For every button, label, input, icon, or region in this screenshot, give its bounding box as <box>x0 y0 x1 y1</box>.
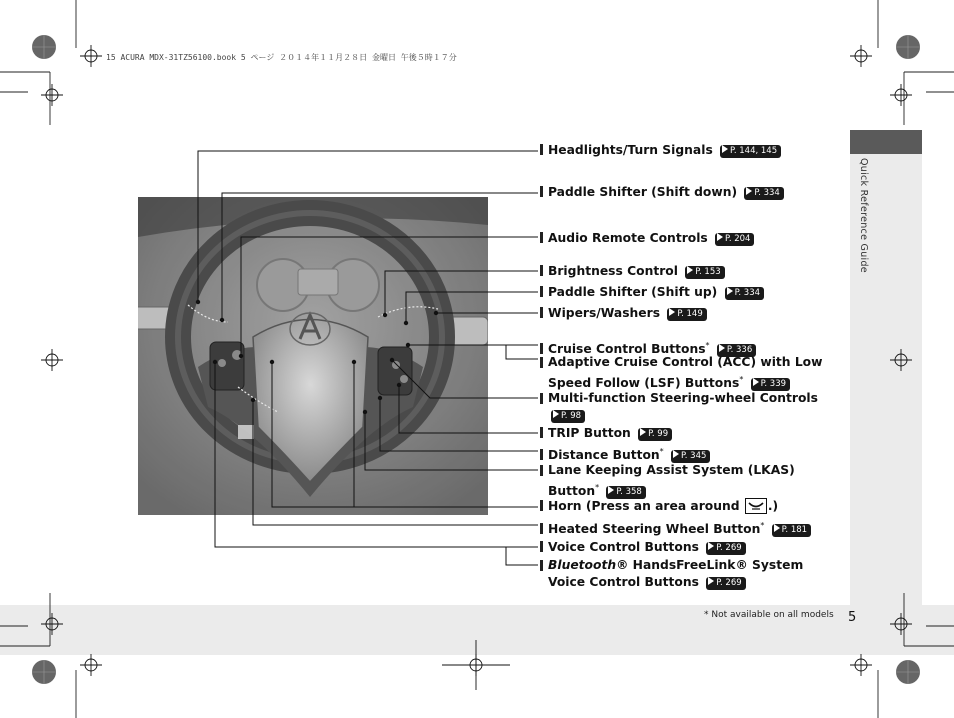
callout-paddle-up-label: Paddle Shifter (Shift up) <box>548 285 718 299</box>
page-ref-cruise-text: P. 336 <box>726 345 753 355</box>
callout-horn <box>540 498 778 515</box>
arrow-icon <box>687 266 693 274</box>
callout-multi-function <box>540 390 838 424</box>
page-number: 5 <box>848 610 857 625</box>
callout-lkas-label: Lane Keeping Assist System (LKAS) Button <box>548 463 795 498</box>
arrow-icon <box>746 187 752 195</box>
page-ref-bluetooth[interactable] <box>706 577 745 590</box>
page-ref-acc-text: P. 339 <box>760 379 787 389</box>
page-ref-brightness[interactable] <box>685 266 724 279</box>
callout-paddle-up <box>540 284 764 301</box>
arrow-icon <box>717 233 723 241</box>
page-ref-bluetooth-text: P. 269 <box>716 578 742 588</box>
callout-headlights-label: Headlights/Turn Signals <box>548 143 713 157</box>
callout-audio <box>540 230 754 247</box>
callout-lkas <box>540 462 838 500</box>
arrow-icon <box>774 524 780 532</box>
callout-headlights <box>540 142 781 159</box>
page-ref-lkas-text: P. 358 <box>616 487 642 497</box>
callout-horn-label: Horn (Press an area around <box>548 499 740 513</box>
callout-brightness-label: Brightness Control <box>548 264 678 278</box>
callout-cruise-label: Cruise Control Buttons <box>548 342 706 356</box>
arrow-icon <box>640 428 646 436</box>
side-tab-label: Quick Reference Guide <box>858 158 869 273</box>
arrow-icon <box>708 577 714 585</box>
footnote: * Not available on all models <box>704 610 834 620</box>
page-ref-brightness-text: P. 153 <box>695 267 721 277</box>
page-ref-voice[interactable] <box>706 542 745 555</box>
callout-trip-label: TRIP Button <box>548 426 631 440</box>
page-ref-voice-text: P. 269 <box>716 543 742 553</box>
arrow-icon <box>719 344 725 352</box>
callout-wipers-label: Wipers/Washers <box>548 306 661 320</box>
callout-distance-label: Distance Button <box>548 448 660 462</box>
callout-distance <box>540 443 710 464</box>
footnote-star: * <box>705 341 710 350</box>
callout-multi-function-label: Multi-function Steering-wheel Controls <box>548 391 818 405</box>
callout-paddle-down <box>540 184 784 201</box>
callout-audio-label: Audio Remote Controls <box>548 231 708 245</box>
arrow-icon <box>673 450 679 458</box>
page-ref-headlights[interactable] <box>720 145 781 158</box>
arrow-icon <box>669 308 675 316</box>
page-ref-heated[interactable] <box>772 524 811 537</box>
page-ref-trip[interactable] <box>638 428 672 441</box>
callout-voice <box>540 539 746 556</box>
arrow-icon <box>708 542 714 550</box>
callout-trip <box>540 425 672 442</box>
arrow-icon <box>753 378 759 386</box>
page-ref-paddle-up[interactable] <box>725 287 764 300</box>
callout-heated-label: Heated Steering Wheel Button <box>548 522 761 536</box>
page-ref-paddle-up-text: P. 334 <box>734 288 761 298</box>
arrow-icon <box>727 287 733 295</box>
page-ref-audio-text: P. 204 <box>725 234 751 244</box>
arrow-icon <box>553 410 559 418</box>
callout-bluetooth-brand: Bluetooth <box>548 558 617 572</box>
page-ref-trip-text: P. 99 <box>648 429 669 439</box>
page-ref-paddle-down-text: P. 334 <box>754 188 780 198</box>
footnote-star: * <box>595 483 600 492</box>
footnote-star: * <box>659 447 664 456</box>
callout-bluetooth <box>540 557 838 591</box>
arrow-icon <box>608 486 614 494</box>
callout-acc-label: Adaptive Cruise Control (ACC) with Low Speed Follow (LSF) Buttons <box>548 355 823 390</box>
page-ref-audio[interactable] <box>715 233 754 246</box>
page-ref-multi-function[interactable] <box>551 410 585 423</box>
page-ref-multi-function-text: P. 98 <box>561 411 582 421</box>
callout-bluetooth-label: ® HandsFreeLink® System Voice Control Buttons <box>548 558 804 589</box>
callout-heated <box>540 517 811 538</box>
footnote-star: * <box>739 375 744 384</box>
horn-icon <box>745 498 767 514</box>
page-ref-wipers[interactable] <box>667 308 706 321</box>
footnote-star: * <box>760 521 765 530</box>
callout-paddle-down-label: Paddle Shifter (Shift down) <box>548 185 738 199</box>
callout-wipers <box>540 305 707 322</box>
page-ref-heated-text: P. 181 <box>781 525 808 535</box>
print-header: 15 ACURA MDX-31TZ56100.book 5 ページ ２０１４年１１月２８日 金曜日 午後５時１７分 <box>106 53 457 62</box>
arrow-icon <box>722 145 728 153</box>
callout-voice-label: Voice Control Buttons <box>548 540 699 554</box>
page-ref-wipers-text: P. 149 <box>677 309 703 319</box>
page-ref-distance-text: P. 345 <box>680 451 707 461</box>
callout-horn-suffix: .) <box>767 499 779 513</box>
page-ref-paddle-down[interactable] <box>744 187 783 200</box>
callout-acc <box>540 354 838 392</box>
callout-brightness <box>540 263 725 280</box>
page-ref-headlights-text: P. 144, 145 <box>730 146 778 156</box>
